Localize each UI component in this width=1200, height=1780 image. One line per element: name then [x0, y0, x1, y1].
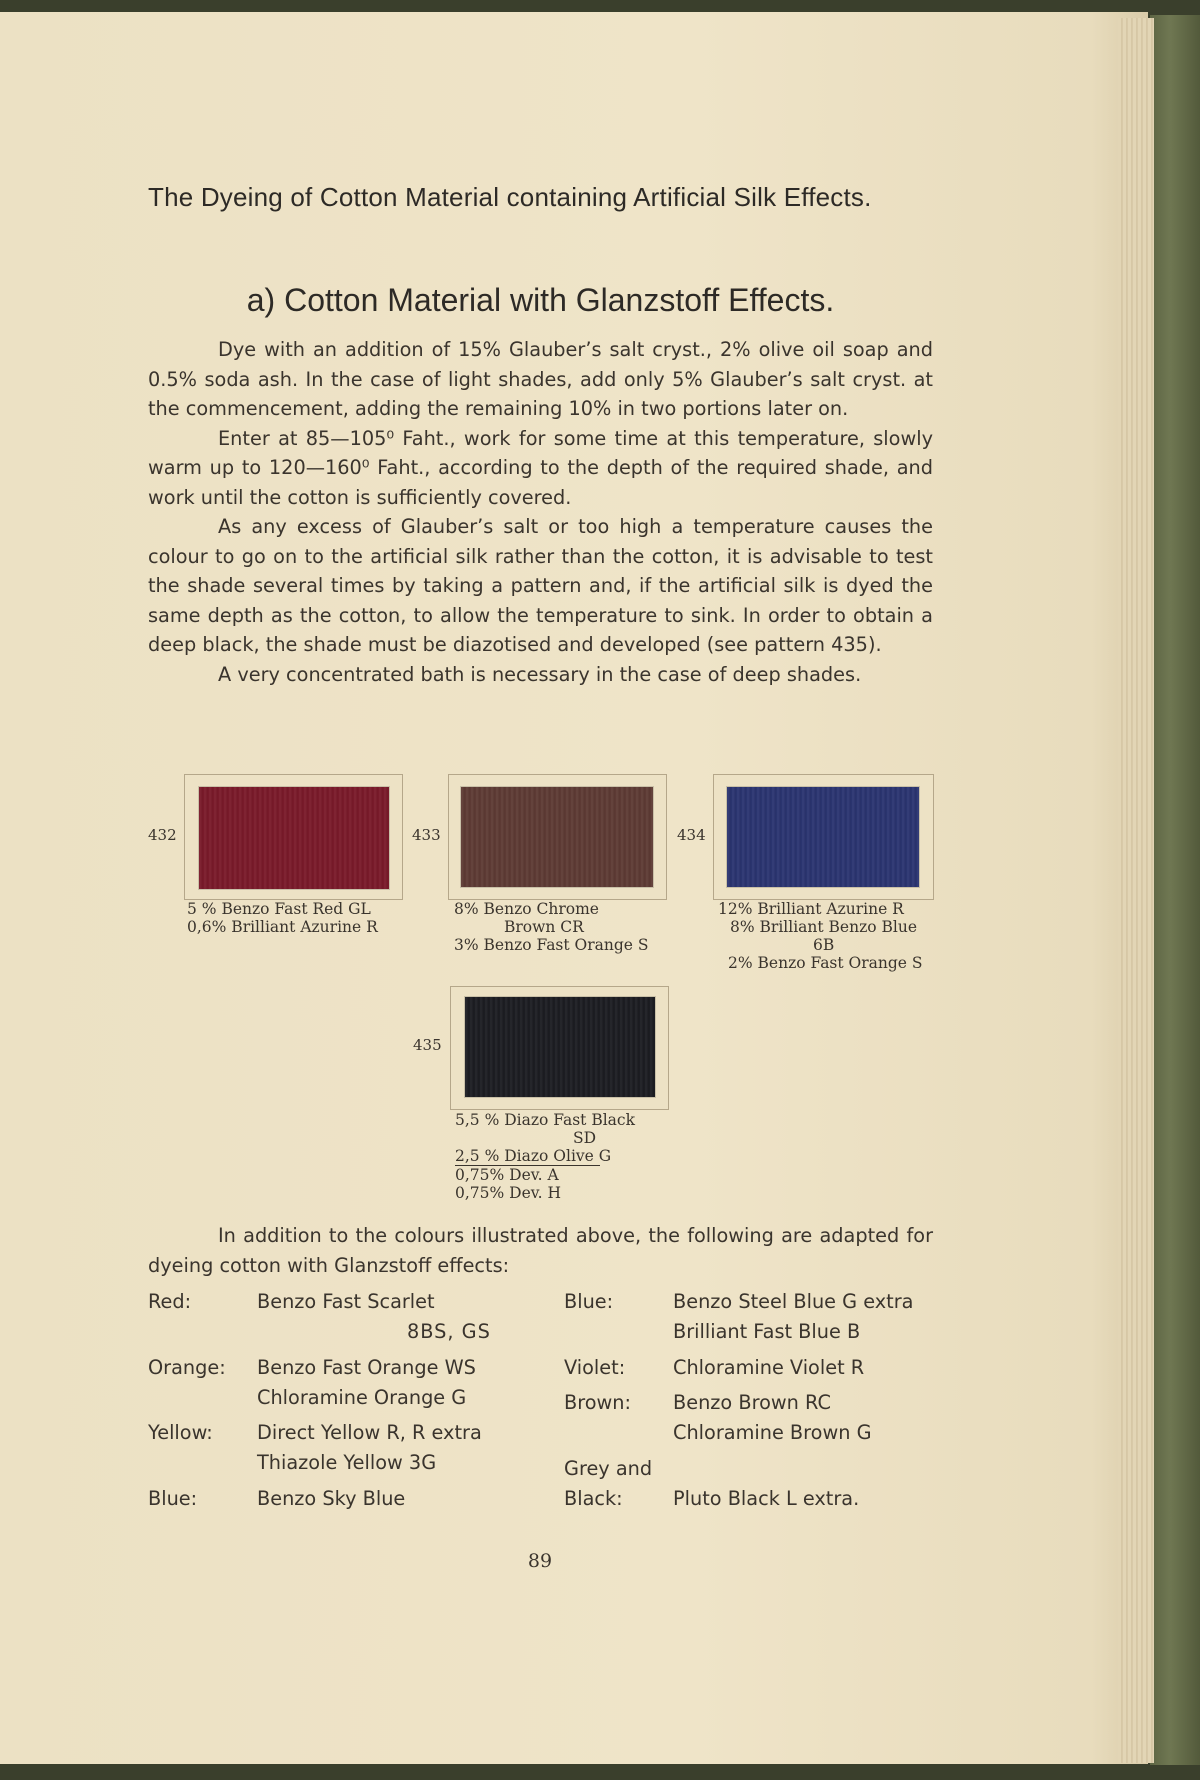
colour-value: Chloramine Orange G — [257, 1386, 467, 1409]
recipe-line: Brown CR — [504, 918, 584, 936]
section-title: a) Cotton Material with Glanzstoff Effects. — [246, 282, 835, 318]
colour-value: Benzo Fast Orange WS — [257, 1356, 476, 1379]
colour-value: Pluto Black L extra. — [673, 1487, 860, 1510]
recipe-line: 12% Brilliant Azurine R — [718, 900, 904, 918]
colour-category: Yellow: — [148, 1421, 213, 1444]
book-cover-edge — [1150, 15, 1200, 1765]
colour-category: Orange: — [148, 1356, 226, 1379]
recipe-line: 3% Benzo Fast Orange S — [454, 936, 649, 954]
colour-category: Brown: — [564, 1391, 632, 1414]
sample-number: 434 — [677, 826, 706, 844]
recipe-line: 8% Benzo Chrome — [454, 900, 599, 918]
sample-frame — [450, 986, 669, 1110]
recipe-line: SD — [573, 1129, 597, 1147]
colour-category: Red: — [148, 1290, 192, 1313]
recipe-line: 8% Brilliant Benzo Blue — [730, 918, 917, 936]
sample-recipe — [454, 900, 664, 954]
colour-value: Benzo Brown RC — [673, 1391, 831, 1414]
paragraph: As any excess of Glauber’s salt or too high a temperature causes the colour to go on to the artificial silk rather than the cotton, it is advisable to test the shade several times by taking a pattern and, if the artificial silk is dyed the same depth as the cotton, to allow the temperature to sink. In order to obtain a deep black, the shade must be diazotised and developed (see pattern 435). — [148, 515, 933, 656]
recipe-line: 2,5 % Diazo Olive G — [455, 1147, 612, 1165]
body-text — [148, 335, 933, 689]
recipe-line: 5,5 % Diazo Fast Black — [455, 1111, 635, 1129]
recipe-line: 0,75% Dev. H — [455, 1184, 562, 1202]
recipe-line: 2% Benzo Fast Orange S — [728, 954, 923, 972]
colour-value: Benzo Fast Scarlet — [257, 1290, 435, 1313]
fabric-swatch — [199, 787, 389, 889]
running-title: The Dyeing of Cotton Material containing Artificial Silk Effects. — [148, 182, 872, 212]
list-intro — [148, 1221, 933, 1280]
sample-frame — [184, 774, 403, 900]
page-stack-edge — [1118, 18, 1154, 1763]
colour-value: Benzo Steel Blue G extra — [673, 1290, 914, 1313]
colour-list-right — [564, 1287, 944, 1547]
fabric-swatch — [727, 787, 919, 887]
colour-value: Benzo Sky Blue — [257, 1487, 406, 1510]
colour-value: Chloramine Violet R — [673, 1356, 865, 1379]
colour-list-left — [148, 1287, 548, 1547]
recipe-line: 0,75% Dev. A — [455, 1166, 559, 1184]
sample-recipe — [718, 900, 936, 972]
colour-category: Blue: — [564, 1290, 614, 1313]
paragraph: Enter at 85—105⁰ Faht., work for some time at this temperature, slowly warm up to 120—160⁰ Faht., according to the depth of the required shade, and work until the cotton is sufficiently covered. — [148, 426, 933, 509]
paragraph: Dye with an addition of 15% Glauber’s salt cryst., 2% olive oil soap and 0.5% soda ash. In the case of light shades, add only 5% Glauber’s salt cryst. at the commencement, adding the remaining 10% in two portions later on. — [148, 338, 933, 420]
colour-value: 8BS, GS — [407, 1320, 491, 1343]
recipe-line: 5 % Benzo Fast Red GL — [187, 900, 371, 918]
fabric-swatch — [461, 787, 653, 887]
colour-value: Brilliant Fast Blue B — [673, 1320, 861, 1343]
colour-value: Chloramine Brown G — [673, 1421, 872, 1444]
page-number: 89 — [527, 1550, 553, 1572]
colour-category: Blue: — [148, 1487, 198, 1510]
colour-value: Direct Yellow R, R extra — [257, 1421, 482, 1444]
sample-number: 433 — [412, 826, 441, 844]
colour-category: Grey and — [564, 1457, 653, 1480]
colour-category: Black: — [564, 1487, 623, 1510]
colour-value: Thiazole Yellow 3G — [257, 1451, 437, 1474]
sample-recipe — [455, 1111, 670, 1202]
sample-frame — [448, 774, 667, 900]
paragraph: A very concentrated bath is necessary in the case of deep shades. — [218, 662, 862, 686]
sample-recipe — [187, 900, 378, 936]
fabric-swatch — [465, 997, 655, 1097]
sample-frame — [713, 774, 934, 900]
recipe-line: 0,6% Brilliant Azurine R — [187, 918, 378, 936]
sample-number: 435 — [413, 1036, 442, 1054]
colour-category: Violet: — [564, 1356, 626, 1379]
paragraph: In addition to the colours illustrated above, the following are adapted for dyeing cotton with Glanzstoff effects: — [148, 1224, 933, 1277]
sample-number: 432 — [148, 826, 177, 844]
recipe-line: 6B — [813, 936, 835, 954]
